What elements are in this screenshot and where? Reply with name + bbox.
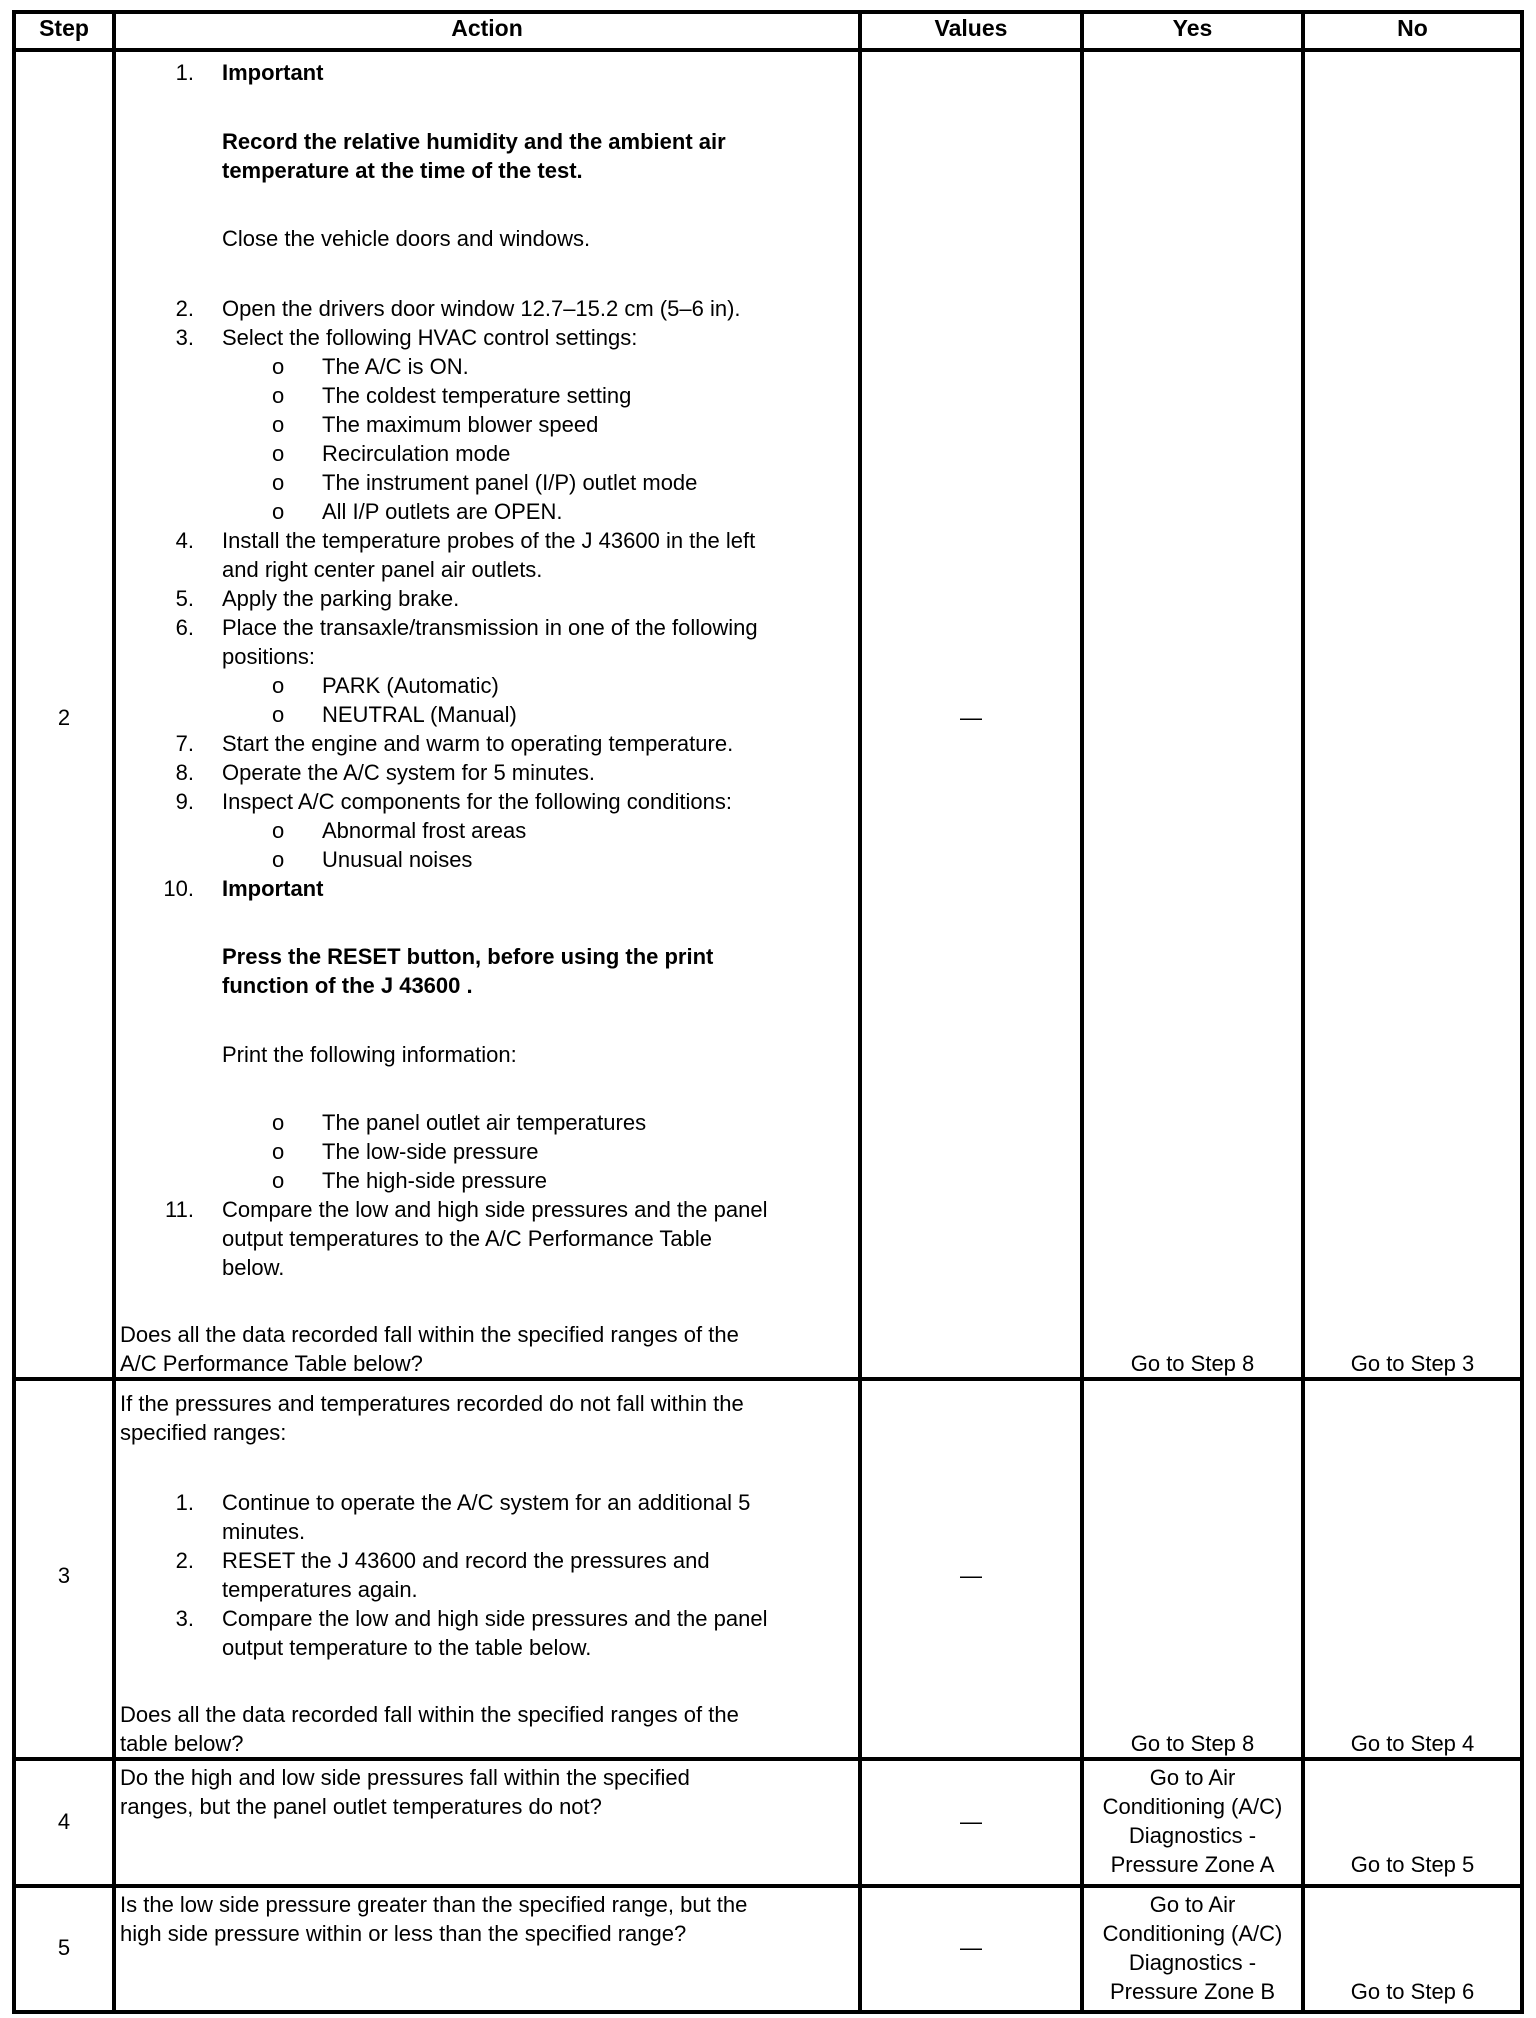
bullet-icon: o	[272, 441, 285, 466]
bullet-text: NEUTRAL (Manual)	[322, 702, 517, 727]
bullet-icon: o	[272, 1110, 285, 1135]
item-number: 5.	[175, 586, 194, 611]
row-intro: If the pressures and temperatures recorded do not fall within the	[120, 1391, 744, 1416]
important-note: Press the RESET button, before using the print	[222, 944, 714, 969]
yes-result: Conditioning (A/C)	[1102, 1921, 1283, 1946]
step-number: 5	[57, 1935, 71, 1960]
item-text: Inspect A/C components for the following conditions:	[222, 789, 732, 814]
item-text: Close the vehicle doors and windows.	[222, 226, 591, 251]
header-no: No	[1397, 15, 1428, 41]
item-number: 10.	[163, 876, 194, 901]
value-dash: —	[960, 1563, 982, 1588]
item-text: Compare the low and high side pressures and the panel	[222, 1197, 768, 1222]
header-step: Step	[39, 15, 89, 41]
yes-result: Go to Air	[1149, 1765, 1236, 1790]
item-number: 2.	[175, 296, 194, 321]
yes-result: Pressure Zone A	[1110, 1852, 1275, 1877]
important-label: Important	[222, 60, 324, 85]
item-text: Print the following information:	[222, 1042, 517, 1067]
no-result: Go to Step 4	[1350, 1731, 1475, 1756]
step-number: 4	[57, 1809, 71, 1834]
item-text: Start the engine and warm to operating temperature.	[222, 731, 734, 756]
grid-line	[112, 10, 116, 2011]
no-result: Go to Step 6	[1350, 1979, 1475, 2004]
value-dash: —	[960, 1809, 982, 1834]
yes-result: Go to Step 8	[1130, 1351, 1255, 1376]
item-text: temperatures again.	[222, 1577, 418, 1602]
bullet-icon: o	[272, 702, 285, 727]
header-values: Values	[934, 15, 1008, 41]
item-number: 4.	[175, 528, 194, 553]
header-yes: Yes	[1172, 15, 1213, 41]
grid-line	[1520, 10, 1524, 2011]
important-label: Important	[222, 876, 324, 901]
important-note: Record the relative humidity and the ambient air	[222, 129, 726, 154]
bullet-text: Unusual noises	[322, 847, 473, 872]
yes-result: Diagnostics -	[1128, 1950, 1257, 1975]
row-question: ranges, but the panel outlet temperatures do not?	[120, 1794, 602, 1819]
important-note: function of the J 43600 .	[222, 973, 473, 998]
item-text: Apply the parking brake.	[222, 586, 460, 611]
grid-line	[12, 10, 16, 2011]
yes-result: Go to Air	[1149, 1892, 1236, 1917]
yes-result: Diagnostics -	[1128, 1823, 1257, 1848]
grid-line	[12, 48, 1524, 52]
no-result: Go to Step 5	[1350, 1852, 1475, 1877]
bullet-text: All I/P outlets are OPEN.	[322, 499, 563, 524]
bullet-text: The instrument panel (I/P) outlet mode	[322, 470, 698, 495]
item-text: Install the temperature probes of the J 43600 in the left	[222, 528, 756, 553]
bullet-text: The low-side pressure	[322, 1139, 539, 1164]
bullet-icon: o	[272, 847, 285, 872]
item-number: 11.	[165, 1197, 194, 1222]
item-number: 1.	[175, 60, 194, 85]
item-number: 2.	[175, 1548, 194, 1573]
row-question: table below?	[120, 1731, 244, 1756]
item-text: Place the transaxle/transmission in one of the following	[222, 615, 758, 640]
bullet-icon: o	[272, 818, 285, 843]
value-dash: —	[960, 1935, 982, 1960]
bullet-text: The A/C is ON.	[322, 354, 469, 379]
bullet-text: The coldest temperature setting	[322, 383, 632, 408]
item-text: Compare the low and high side pressures and the panel	[222, 1606, 768, 1631]
item-text: and right center panel air outlets.	[222, 557, 543, 582]
bullet-text: Recirculation mode	[322, 441, 511, 466]
row-intro: specified ranges:	[120, 1420, 287, 1445]
grid-line	[12, 2010, 1524, 2014]
bullet-icon: o	[272, 673, 285, 698]
row-question: Do the high and low side pressures fall within the specified	[120, 1765, 690, 1790]
row-question: Is the low side pressure greater than the specified range, but the	[120, 1892, 748, 1917]
bullet-icon: o	[272, 470, 285, 495]
header-action: Action	[451, 15, 523, 41]
bullet-text: The high-side pressure	[322, 1168, 548, 1193]
item-number: 3.	[175, 1606, 194, 1631]
item-text: RESET the J 43600 and record the pressures and	[222, 1548, 710, 1573]
item-text: Operate the A/C system for 5 minutes.	[222, 760, 595, 785]
item-text: Continue to operate the A/C system for an additional 5	[222, 1490, 751, 1515]
bullet-icon: o	[272, 354, 285, 379]
item-text: output temperatures to the A/C Performance Table	[222, 1226, 712, 1251]
item-text: minutes.	[222, 1519, 306, 1544]
grid-line	[1080, 10, 1084, 2011]
item-text: positions:	[222, 644, 315, 669]
item-number: 9.	[175, 789, 194, 814]
item-text: Open the drivers door window 12.7–15.2 cm (5–6 in).	[222, 296, 741, 321]
step-number: 3	[57, 1563, 71, 1588]
row-question: A/C Performance Table below?	[120, 1351, 423, 1376]
important-note: temperature at the time of the test.	[222, 158, 583, 183]
row-question: Does all the data recorded fall within the specified ranges of the	[120, 1322, 739, 1347]
grid-line	[12, 1884, 1524, 1888]
step-number: 2	[57, 705, 71, 730]
bullet-text: PARK (Automatic)	[322, 673, 499, 698]
grid-line	[858, 10, 862, 2011]
grid-line	[1301, 10, 1305, 2011]
bullet-text: Abnormal frost areas	[322, 818, 527, 843]
yes-result: Go to Step 8	[1130, 1731, 1255, 1756]
row-question: high side pressure within or less than the specified range?	[120, 1921, 687, 1946]
item-number: 7.	[175, 731, 194, 756]
bullet-text: The panel outlet air temperatures	[322, 1110, 647, 1135]
item-number: 3.	[175, 325, 194, 350]
item-text: below.	[222, 1255, 285, 1280]
bullet-icon: o	[272, 499, 285, 524]
bullet-icon: o	[272, 1168, 285, 1193]
row-question: Does all the data recorded fall within the specified ranges of the	[120, 1702, 739, 1727]
item-text: output temperature to the table below.	[222, 1635, 592, 1660]
item-text: Select the following HVAC control settings:	[222, 325, 638, 350]
item-number: 8.	[175, 760, 194, 785]
yes-result: Conditioning (A/C)	[1102, 1794, 1283, 1819]
no-result: Go to Step 3	[1350, 1351, 1475, 1376]
yes-result: Pressure Zone B	[1109, 1979, 1276, 2004]
bullet-icon: o	[272, 412, 285, 437]
bullet-text: The maximum blower speed	[322, 412, 599, 437]
item-number: 6.	[175, 615, 194, 640]
bullet-icon: o	[272, 1139, 285, 1164]
bullet-icon: o	[272, 383, 285, 408]
value-dash: —	[960, 705, 982, 730]
item-number: 1.	[175, 1490, 194, 1515]
